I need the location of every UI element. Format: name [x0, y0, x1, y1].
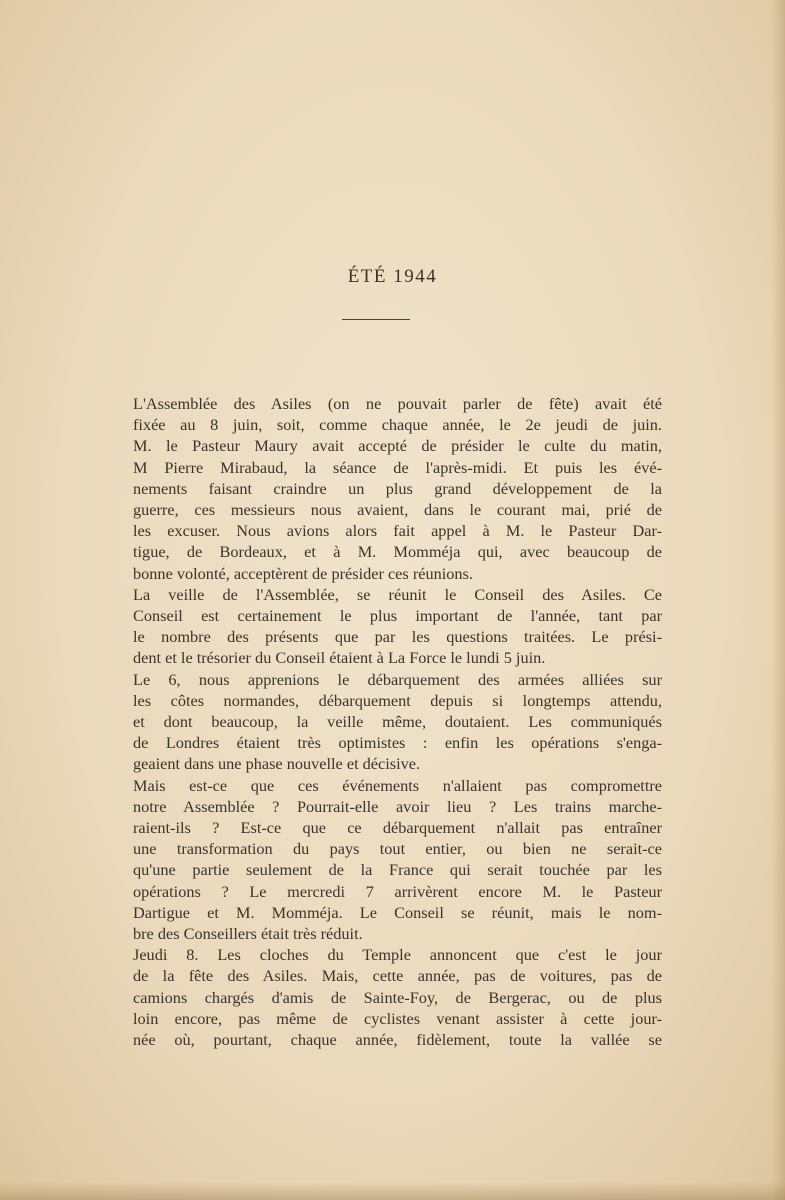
text-line: Conseil est certainement le plus important de l'année, tant par	[133, 606, 662, 626]
text-line: et dont beaucoup, la veille même, doutaient. Les communiqués	[133, 712, 662, 732]
text-line: opérations ? Le mercredi 7 arrivèrent encore M. le Pasteur	[133, 881, 662, 901]
text-line: M. le Pasteur Maury avait accepté de présider le culte du matin,	[133, 436, 662, 456]
paragraph	[114, 669, 662, 775]
text-line: geaient dans une phase nouvelle et décisive.	[133, 754, 421, 774]
paragraph	[114, 775, 662, 945]
paragraph	[114, 944, 662, 1050]
paragraph	[114, 393, 662, 584]
text-line: loin encore, pas même de cyclistes venant assister à cette jour-	[133, 1008, 662, 1028]
text-line: raient-ils ? Est-ce que ce débarquement n'allait pas entraîner	[133, 818, 662, 838]
body-text	[114, 393, 662, 1050]
text-line: Jeudi 8. Les cloches du Temple annoncent que c'est le jour	[133, 945, 662, 965]
text-line: Le 6, nous apprenions le débarquement des armées alliées sur	[133, 669, 662, 689]
text-line: guerre, ces messieurs nous avaient, dans le courant mai, prié de	[133, 500, 662, 520]
text-line: bre des Conseillers était très réduit.	[133, 924, 363, 944]
text-line: camions chargés d'amis de Sainte-Foy, de Bergerac, ou de plus	[133, 987, 662, 1007]
text-line: les côtes normandes, débarquement depuis si longtemps attendu,	[133, 690, 662, 710]
text-line: La veille de l'Assemblée, se réunit le Conseil des Asiles. Ce	[133, 584, 662, 604]
text-line: Dartigue et M. Momméja. Le Conseil se réunit, mais le nom-	[133, 902, 662, 922]
text-line: L'Assemblée des Asiles (on ne pouvait parler de fête) avait été	[133, 394, 662, 413]
text-line: née où, pourtant, chaque année, fidèlement, toute la vallée se	[133, 1030, 662, 1050]
text-line: le nombre des présents que par les questions traitées. Le prési-	[133, 627, 662, 647]
text-line: dent et le trésorier du Conseil étaient à La Force le lundi 5 juin.	[133, 648, 546, 668]
paragraph	[114, 584, 662, 669]
text-line: les excuser. Nous avions alors fait appel à M. le Pasteur Dar-	[133, 521, 662, 541]
page-edge-bottom	[0, 1182, 785, 1200]
text-line: bonne volonté, acceptèrent de présider ces réunions.	[133, 563, 473, 583]
text-line: fixée au 8 juin, soit, comme chaque année, le 2e jeudi de juin.	[133, 415, 662, 435]
text-line: qu'une partie seulement de la France qui serait touchée par les	[133, 860, 662, 880]
text-line: de Londres étaient très optimistes : enfin les opérations s'enga-	[133, 733, 662, 753]
text-line: M Pierre Mirabaud, la séance de l'après-midi. Et puis les évé-	[133, 457, 662, 477]
text-line: de la fête des Asiles. Mais, cette année, pas de voitures, pas de	[133, 966, 662, 986]
text-line: notre Assemblée ? Pourrait-elle avoir lieu ? Les trains marche-	[133, 796, 662, 816]
text-line: Mais est-ce que ces événements n'allaient pas compromettre	[133, 775, 662, 795]
text-line: une transformation du pays tout entier, ou bien ne serait-ce	[133, 839, 662, 859]
page-edge-right	[771, 0, 785, 1200]
text-line: tigue, de Bordeaux, et à M. Momméja qui, avec beaucoup de	[133, 542, 662, 562]
chapter-title: ÉTÉ 1944	[347, 266, 438, 287]
title-rule	[342, 319, 410, 320]
text-line: nements faisant craindre un plus grand développement de la	[133, 478, 662, 498]
